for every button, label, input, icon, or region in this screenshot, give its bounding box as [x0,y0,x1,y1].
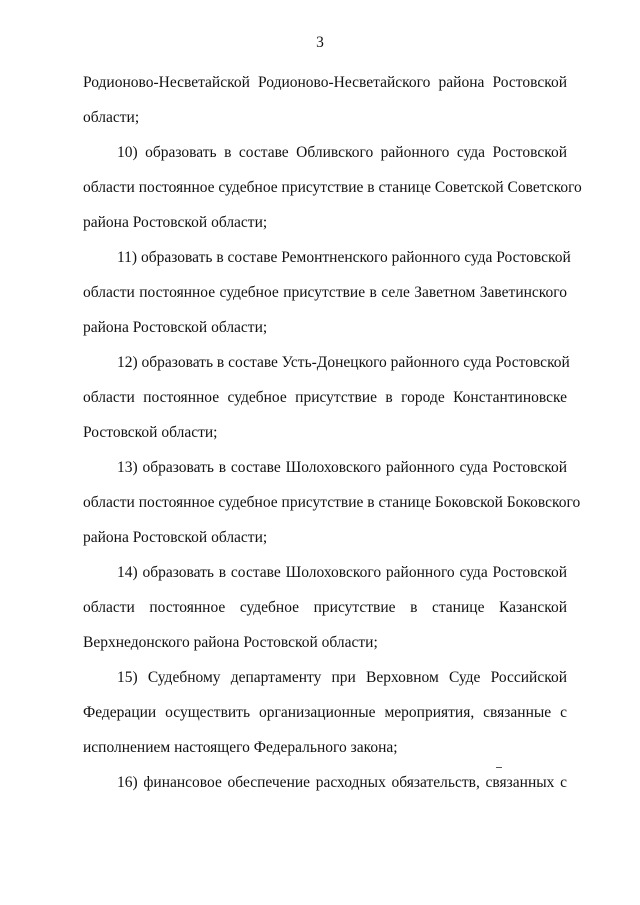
list-item-15-start: 15) Судебному департаменту при Верховном Суде Российской [117,669,567,686]
text-line: исполнением настоящего Федерального закона; [83,739,398,756]
text-line: области постоянное судебное присутствие в станице Боковской Боковского [83,494,581,511]
text-line: Родионово-Несветайской Родионово-Несветайского района Ростовской [83,74,567,91]
scan-mark [496,767,502,768]
list-item-12-start: 12) образовать в составе Усть-Донецкого районного суда Ростовской [117,354,570,371]
text-line: области; [83,109,140,126]
list-item-11-start: 11) образовать в составе Ремонтненского районного суда Ростовской [117,249,571,266]
text-line: Верхнедонского района Ростовской области; [83,634,378,651]
list-item-10-start: 10) образовать в составе Обливского районного суда Ростовской [117,144,567,161]
text-line: Федерации осуществить организационные мероприятия, связанные с [83,704,567,721]
text-line: района Ростовской области; [83,214,268,231]
text-line: области постоянное судебное присутствие в селе Заветном Заветинского [83,284,567,301]
text-line: района Ростовской области; [83,529,268,546]
text-line: области постоянное судебное присутствие в станице Казанской [83,599,567,616]
list-item-14-start: 14) образовать в составе Шолоховского районного суда Ростовской [117,564,567,581]
list-item-16-start: 16) финансовое обеспечение расходных обязательств, связанных с [117,774,567,791]
text-line: области постоянное судебное присутствие в городе Константиновске [83,389,567,406]
list-item-13-start: 13) образовать в составе Шолоховского районного суда Ростовской [117,459,567,476]
text-line: Ростовской области; [83,424,218,441]
page-number: 3 [316,34,324,51]
text-line: района Ростовской области; [83,319,268,336]
text-line: области постоянное судебное присутствие в станице Советской Советского [83,179,582,196]
